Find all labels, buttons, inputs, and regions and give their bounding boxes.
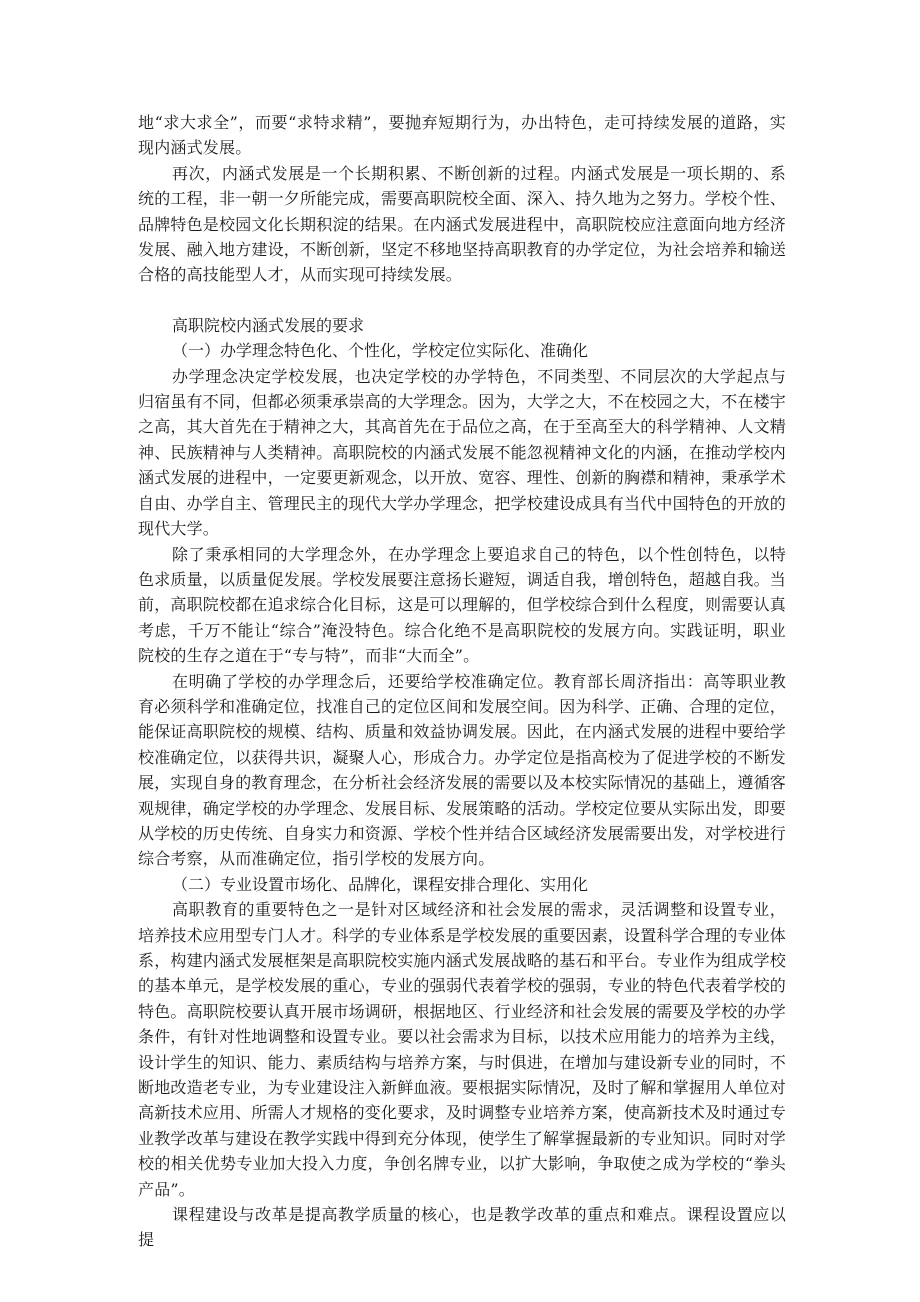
paragraph-curriculum: 课程建设与改革是提高教学质量的核心，也是教学改革的重点和难点。课程设置应以提 xyxy=(138,1205,786,1250)
paragraph-continuation: 地“求大求全”，而要“求特求精”，要抛弃短期行为，办出特色，走可持续发展的道路，实现内涵式发展。 xyxy=(138,113,786,158)
paragraph-major-setting: 高职教育的重要特色之一是针对区域经济和社会发展的需求，灵活调整和设置专业，培养技术应用型专门人才。科学的专业体系是学校发展的重要因素，设置科学合理的专业体系，构建内涵式发展框架是高职院校实施内涵式发展战略的基石和平台。专业作为组成学校的基本单元，是学校发展的重心，专业的强弱代表着学校的强弱，专业的特色代表着学校的特色。高职院校要认真开展市场调研，根据地区、行业经济和社会发展的需要及学校的办学条件，有针对性地调整和设置专业。要以社会需求为目标，以技术应用能力的培养为主线，设计学生的知识、能力、素质结构与培养方案，与时俱进，在增加与建设新专业的同时，不断地改造老专业，为专业建设注入新鲜血液。要根据实际情况，及时了解和掌握用人单位对高新技术应用、所需人才规格的变化要求，及时调整专业培养方案，使高新技术及时通过专业教学改革与建设在教学实践中得到充分体现，使学生了解掌握最新的专业知识。同时对学校的相关优势专业加大投入力度，争创名牌专业，以扩大影响，争取使之成为学校的“拳头产品”。 xyxy=(138,900,787,1199)
section-title: 高职院校内涵式发展的要求 xyxy=(172,315,365,335)
paragraph-school-positioning: 在明确了学校的办学理念后，还要给学校准确定位。教育部长周济指出：高等职业教育必须科学和准确定位，找准自己的定位区间和发展空间。因为科学、正确、合理的定位，能保证高职院校的规模、结构、质量和效益协调发展。因此，在内涵式发展的进程中要给学校准确定位，以获得共识，凝聚人心，形成合力。办学定位是指高校为了促进学校的不断发展，实现自身的教育理念，在分析社会经济发展的需要以及本校实际情况的基础上，遵循客观规律，确定学校的办学理念、发展目标、发展策略的活动。学校定位要从实际出发，即要从学校的历史传统、自身实力和资源、学校个性并结合区域经济发展需要出发，对学校进行综合考察，从而准确定位，指引学校的发展方向。 xyxy=(138,671,787,869)
paragraph-school-philosophy: 办学理念决定学校发展，也决定学校的办学特色，不同类型、不同层次的大学起点与归宿虽有不同，但都必须秉承崇高的大学理念。因为，大学之大，不在校园之大，不在楼宇之高，其大首先在于精神之大，其高首先在于品位之高，在于至高至大的科学精神、人文精神、民族精神与人类精神。高职院校的内涵式发展不能忽视精神文化的内涵，在推动学校内涵式发展的进程中，一定要更新观念，以开放、宽容、理性、创新的胸襟和精神，秉承学术自由、办学自主、管理民主的现代大学办学理念，把学校建设成具有当代中国特色的开放的现代大学。 xyxy=(138,366,787,539)
paragraph-sustainable-development: 再次，内涵式发展是一个长期积累、不断创新的过程。内涵式发展是一项长期的、系统的工程，非一朝一夕所能完成，需要高职院校全面、深入、持久地为之努力。学校个性、品牌特色是校园文化长期积淀的结果。在内涵式发展进程中，高职院校应注意面向地方经济发展、融入地方建设，不断创新，坚定不移地坚持高职教育的办学定位，为社会培养和输送合格的高技能型人才，从而实现可持续发展。 xyxy=(138,163,787,285)
subheading-1: （一）办学理念特色化、个性化，学校定位实际化、准确化 xyxy=(172,341,589,361)
document-page xyxy=(138,110,786,1253)
subheading-2: （二）专业设置市场化、品牌化，课程安排合理化、实用化 xyxy=(172,874,589,894)
paragraph-school-characteristics: 除了秉承相同的大学理念外，在办学理念上要追求自己的特色，以个性创特色，以特色求质量，以质量促发展。学校发展要注意扬长避短，调适自我，增创特色，超越自我。当前，高职院校都在追求综合化目标，这是可以理解的，但学校综合到什么程度，则需要认真考虑，千万不能让“综合”淹没特色。综合化绝不是高职院校的发展方向。实践证明，职业院校的生存之道在于“专与特”，而非“大而全”。 xyxy=(138,544,787,666)
